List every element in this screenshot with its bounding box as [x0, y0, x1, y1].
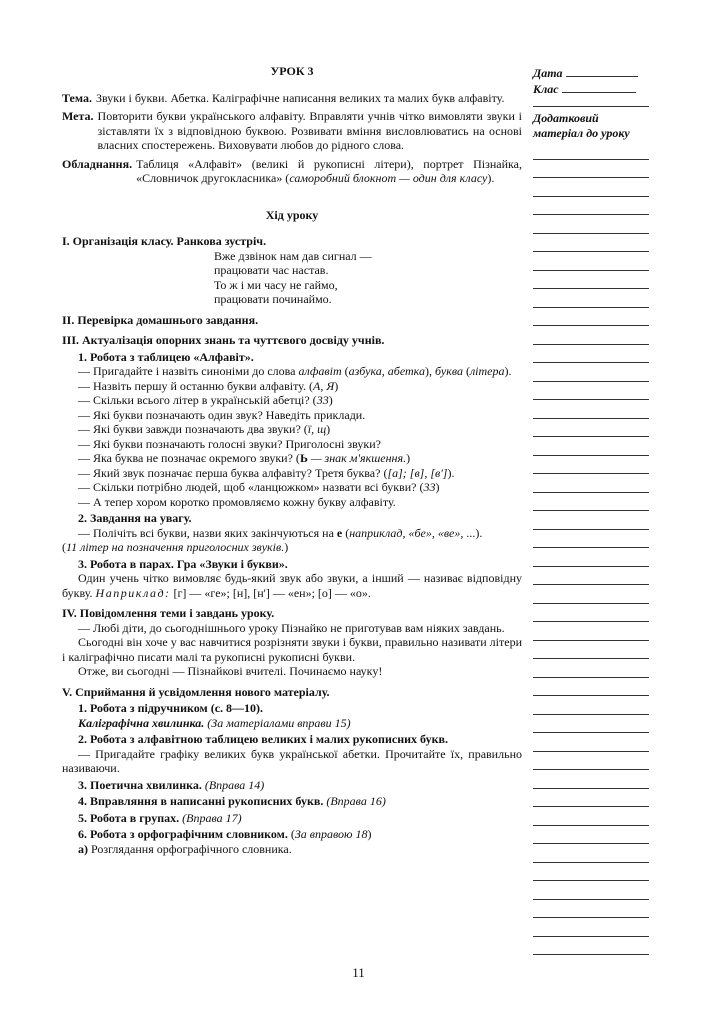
notes-margin — [533, 58, 649, 955]
section-4-heading: IV. Повідомлення теми і завдань уроку. — [62, 606, 275, 620]
lesson-body — [62, 58, 522, 856]
poem — [62, 249, 522, 307]
topic-text: Звуки і букви. Абетка. Каліграфічне написання великих та малих букв алфавіту. — [95, 90, 505, 105]
equipment-text-italic: саморобний блокнот — один для класу — [289, 171, 488, 185]
note-line — [533, 548, 649, 567]
note-line — [533, 530, 649, 549]
note-line — [533, 234, 649, 253]
note-line — [533, 141, 649, 160]
class-label: Клас — [533, 82, 559, 96]
attention-answer: (11 літер на позначення приголосних звуків.) — [62, 540, 289, 554]
note-line — [533, 863, 649, 882]
topic-message-1: — Любі діти, до сьогоднішнього уроку Пізнайко не приготував вам ніяких завдань. — [78, 620, 505, 635]
note-line — [533, 752, 649, 771]
topic-message-2: Сьогодні він хоче у вас навчитися розрізняти звуки і букви, правильно називати літери і каліграфічно писати малі та рукописні рукописні букви. — [62, 635, 522, 664]
note-line — [533, 363, 649, 382]
note-line — [533, 789, 649, 808]
equipment-text — [136, 157, 522, 186]
note-line — [533, 937, 649, 956]
lesson-title: УРОК 3 — [270, 64, 314, 78]
question-synonyms: — Пригадайте і назвіть синоніми до слова алфавіт (азбука, абетка), буква (літера). — [78, 364, 512, 378]
note-line — [533, 826, 649, 845]
note-line — [533, 807, 649, 826]
equipment-field — [62, 157, 522, 186]
date-blank — [566, 66, 638, 77]
note-line — [533, 160, 649, 179]
equipment-text-part: Таблиця «Алфавіт» (великі й рукописні літери), портрет Пізнайка, «Словничок другокласника» ( — [136, 156, 522, 185]
page-number: 11 — [352, 965, 365, 980]
note-line — [533, 622, 649, 641]
question-first-last: — Назвіть першу й останню букви алфавіту. (А, Я) — [78, 378, 339, 393]
question-chain: — Скільки потрібно людей, щоб «ланцюжком» назвати всі букви? (33) — [78, 480, 440, 494]
note-line — [533, 696, 649, 715]
note-line — [533, 604, 649, 623]
topic-field — [62, 91, 522, 106]
calligraphy-minute: Каліграфічна хвилинка. (За матеріалами вправи 15) — [78, 715, 351, 730]
note-line — [533, 271, 649, 290]
date-label: Дата — [533, 66, 563, 80]
note-line — [533, 437, 649, 456]
goal-text: Повторити букви українського алфавіту. Вправляти учнів чітко вимовляти звуки і зіставляти їх з відповідною буквою. Розвивати вміння висловлюватись на основі власних спостережень. Виховувати любов до рідного слова. — [97, 109, 522, 152]
question-no-sound: — Яка буква не позначає окремого звуки? (Ь — знак м'якшення.) — [78, 451, 411, 465]
note-line — [533, 844, 649, 863]
subsection-3-2: 2. Завдання на увагу. — [78, 511, 192, 525]
note-line — [533, 456, 649, 475]
subsection-5-2: 2. Робота з алфавітною таблицею великих і малих рукописних букв. — [78, 732, 448, 746]
note-line — [533, 197, 649, 216]
poem-line: То ж і ми часу не гаймо, — [214, 277, 338, 292]
subsection-5-3: 3. Поетична хвилинка. (Вправа 14) — [78, 777, 265, 792]
subsection-5-1: 1. Робота з підручником (с. 8—10). — [78, 701, 264, 715]
note-line — [533, 641, 649, 660]
poem-line: працювати час настав. — [214, 263, 329, 277]
extra-material-label-1: Додатковий — [533, 111, 599, 125]
subsection-3-3: 3. Робота в парах. Гра «Звуки і букви». — [78, 556, 288, 571]
note-line — [533, 382, 649, 401]
note-line — [533, 493, 649, 512]
note-line — [533, 178, 649, 197]
note-line — [533, 678, 649, 697]
note-line — [533, 289, 649, 308]
question-one-sound: — Які букви позначають один звук? Наведіть приклади. — [78, 407, 366, 422]
question-first-sound: — Який звук позначає перша буква алфавіту? Третя буква? ([а]; [в], [в']). — [78, 465, 455, 480]
question-two-sounds: — Які букви завжди позначають два звуки? (ї, щ) — [78, 422, 331, 436]
class-blank — [562, 82, 636, 93]
question-vowels: — Які букви позначають голосні звуки? Приголосні звуки? — [78, 436, 381, 451]
subsection-5-6: 6. Робота з орфографічним словником. (За вправою 18) — [78, 827, 372, 841]
extra-material-label-2: матеріал до уроку — [533, 126, 630, 140]
note-line — [533, 326, 649, 345]
poem-line: Вже дзвінок нам дав сигнал — — [214, 248, 372, 263]
note-line — [533, 900, 649, 919]
equipment-text-end: ). — [487, 171, 495, 185]
note-line — [533, 419, 649, 438]
note-line — [533, 770, 649, 789]
section-1-heading: I. Організація класу. Ранкова зустріч. — [62, 234, 267, 248]
note-line — [533, 345, 649, 364]
question-chorus: — А тепер хором коротко промовляємо кожну букву алфавіту. — [78, 494, 396, 509]
note-line — [533, 659, 649, 678]
topic-label: Тема. — [62, 90, 92, 105]
attention-task: — Полічіть всі букви, назви яких закінчуються на е (наприклад, «бе», «ве», ...). — [78, 525, 483, 540]
goal-label: Мета. — [62, 109, 94, 123]
subsection-5-5: 5. Робота в групах. (Вправа 17) — [78, 810, 242, 825]
equipment-label: Обладнання. — [62, 156, 133, 171]
date-line — [533, 66, 649, 82]
note-line — [533, 511, 649, 530]
class-line — [533, 82, 649, 98]
note-line — [533, 215, 649, 234]
goal-field — [62, 109, 522, 153]
note-line — [533, 308, 649, 327]
note-line — [533, 474, 649, 493]
note-line — [533, 918, 649, 937]
note-line — [533, 400, 649, 419]
dictionary-step-a: а) Розглядання орфографічного словника. — [78, 841, 292, 856]
pair-work-text: Один учень чітко вимовляє будь-який звук або звуки, а інший — називає відповідну букву. Наприклад: [г] — «ге»; [н], [н'] — «ен»; [о] — «о». — [62, 571, 522, 600]
extra-material-heading — [533, 111, 649, 141]
note-line — [533, 715, 649, 734]
note-line — [533, 252, 649, 271]
subsection-5-4: 4. Вправляння в написанні рукописних букв. (Вправа 16) — [78, 794, 386, 808]
subsection-3-1: 1. Робота з таблицею «Алфавіт». — [78, 349, 254, 364]
question-count: — Скільки всього літер в українській абетці? (33) — [78, 393, 333, 407]
note-line — [533, 881, 649, 900]
note-lines — [533, 141, 649, 955]
note-line — [533, 567, 649, 586]
section-3-heading: III. Актуалізація опорних знань та чуттєвого досвіду учнів. — [62, 333, 385, 347]
note-line — [533, 585, 649, 604]
section-5-heading: V. Сприймання й усвідомлення нового матеріалу. — [62, 684, 330, 699]
recall-task: — Пригадайте графіку великих букв української абетки. Прочитайте їх, правильно називаючи. — [62, 746, 522, 775]
poem-line: працювати починаймо. — [214, 292, 332, 306]
topic-message-3: Отже, ви сьогодні — Пізнайкові вчителі. Починаємо науку! — [78, 664, 383, 678]
section-2-heading: II. Перевірка домашнього завдання. — [62, 312, 259, 327]
note-line — [533, 733, 649, 752]
note-line — [533, 98, 649, 107]
lesson-flow-heading: Хід уроку — [265, 207, 319, 222]
